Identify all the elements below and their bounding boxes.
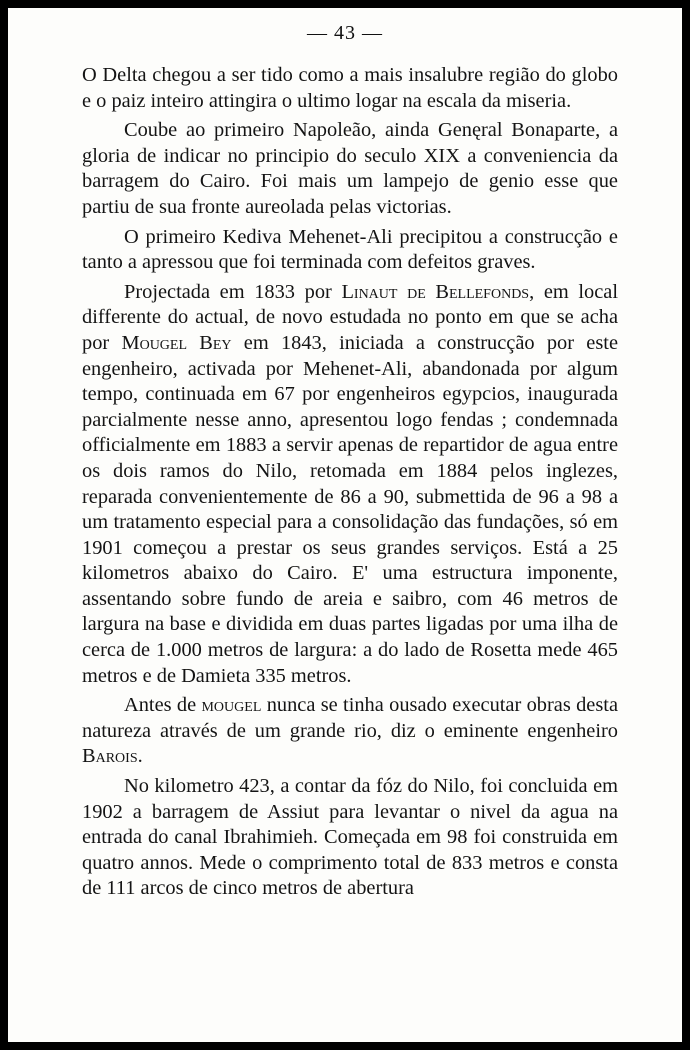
paragraph-1 <box>82 63 618 114</box>
paragraph-5 <box>82 693 618 770</box>
paragraph-3 <box>82 225 618 276</box>
text-segment: O Delta chegou a ser tido como a mais insalubre região do globo e o paiz inteiro attingira o ultimo logar na escala da miseria. <box>82 64 618 112</box>
text-segment: em 1843, iniciada a construcção por este engenheiro, activada por Mehenet-Ali, abandonada por algum tempo, continuada em 67 por engenheiros egypcios, inaugurada parcialmente nesse anno, apresentou logo fendas ; condemnada officialmente em 1883 a servir apenas de repartidor de agua entre os dois ramos do Nilo, retomada em 1884 pelos inglezes, reparada convenientemente de 86 a 90, submettida de 96 a 98 a um tratamento especial para a consolidação das fundações, só em 1901 começou a prestar os seus grandes serviços. Está a 25 kilometros abaixo do Cairo. E' uma estructura imponente, assentando sobre fundo de areia e saibro, com 46 metros de largura na base e dividida em duas partes ligadas por uma ilha de cerca de 1.000 metros de largura: a do lado de Rosetta mede 465 metros e de Damieta 335 metros. <box>82 331 618 687</box>
paragraph-6 <box>82 774 618 902</box>
text-segment: . <box>137 745 143 768</box>
text-segment: No kilometro 423, a contar da fóz do Nilo, foi concluida em 1902 a barragem de Assiut para levantar o nivel da agua na entrada do canal Ibrahimieh. Começada em 98 foi construida em quatro annos. Mede o comprimento total de 833 metros e consta de 111 arcos de cinco metros de abertura <box>82 775 618 900</box>
text-segment: nunca se tinha ousado executar obras desta natureza através de um grande rio, diz o eminente engenheiro <box>82 694 618 742</box>
page-number: — 43 — <box>307 22 383 44</box>
small-caps-name: Barois <box>82 745 138 768</box>
text-segment: Projectada em 1833 por <box>124 280 342 303</box>
book-page <box>8 8 682 1042</box>
paragraph-2 <box>82 118 618 220</box>
text-segment: Antes de <box>124 694 202 717</box>
text-segment: , em local differente do actual, de novo estudada no ponto em que se acha por <box>82 280 618 354</box>
body-text <box>82 63 618 906</box>
small-caps-name: Mougel Bey <box>121 331 232 354</box>
small-caps-name: mougel <box>201 694 262 717</box>
text-segment: O primeiro Kediva Mehenet-Ali precipitou a construcção e tanto a apressou que foi terminada com defeitos graves. <box>82 225 618 274</box>
paragraph-4 <box>82 280 618 690</box>
text-segment: Coube ao primeiro Napoleão, ainda Genęral Bonaparte, a gloria de indicar no principio do seculo XIX a conveniencia da barragem do Cairo. Foi mais um lampejo de genio esse que partiu de sua fronte aureolada pelas victorias. <box>82 119 618 218</box>
small-caps-name: Linaut de Bellefonds <box>341 280 530 303</box>
